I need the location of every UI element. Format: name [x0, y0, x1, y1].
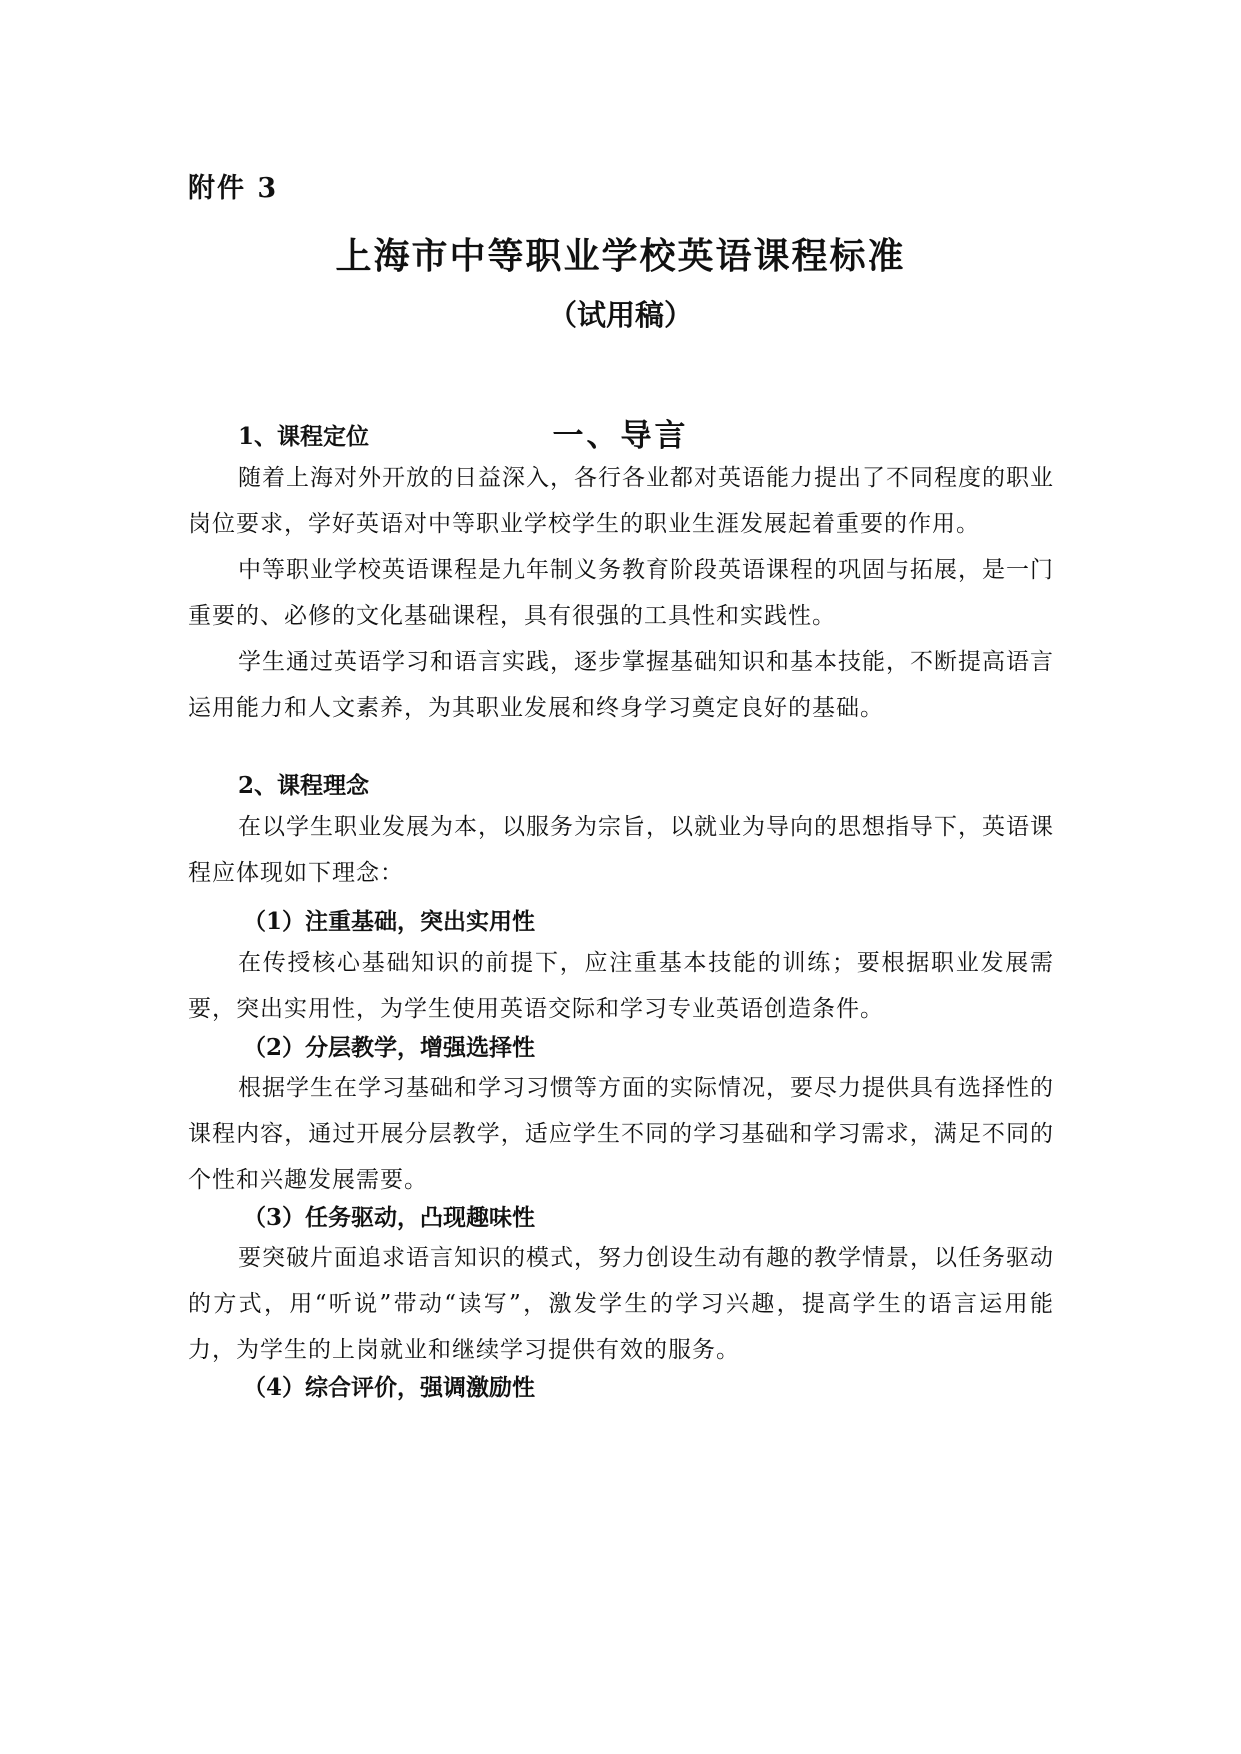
- document-title: 上海市中等职业学校英语课程标准: [335, 235, 906, 277]
- heading-course-positioning: 1、课程定位: [238, 423, 370, 450]
- paragraph-positioning-3: 学生通过英语学习和语言实践，逐步掌握基础知识和基本技能，不断提高语言运用能力和人文素养，为其职业发展和终身学习奠定良好的基础。: [188, 649, 1054, 721]
- heading-item-3: （3）任务驱动，凸现趣味性: [243, 1204, 536, 1231]
- paragraph-philosophy-intro: 在以学生职业发展为本，以服务为宗旨，以就业为导向的思想指导下，英语课程应体现如下理念：: [188, 814, 1054, 886]
- document-subtitle: （试用稿）: [547, 298, 693, 332]
- paragraph-positioning-2: 中等职业学校英语课程是九年制义务教育阶段英语课程的巩固与拓展，是一门重要的、必修的文化基础课程，具有很强的工具性和实践性。: [188, 557, 1054, 629]
- paragraph-item-1: 在传授核心基础知识的前提下，应注重基本技能的训练；要根据职业发展需要，突出实用性，为学生使用英语交际和学习专业英语创造条件。: [188, 950, 1054, 1022]
- attachment-label: 附件 3: [188, 173, 279, 204]
- section-title-introduction: 一、导言: [552, 418, 689, 454]
- heading-item-4: （4）综合评价，强调激励性: [243, 1374, 536, 1401]
- paragraph-item-2: 根据学生在学习基础和学习习惯等方面的实际情况，要尽力提供具有选择性的课程内容，通过开展分层教学，适应学生不同的学习基础和学习需求，满足不同的个性和兴趣发展需要。: [188, 1075, 1054, 1193]
- heading-course-philosophy: 2、课程理念: [238, 772, 370, 799]
- paragraph-positioning-1: 随着上海对外开放的日益深入，各行各业都对英语能力提出了不同程度的职业岗位要求，学好英语对中等职业学校学生的职业生涯发展起着重要的作用。: [188, 465, 1054, 537]
- heading-item-2: （2）分层教学，增强选择性: [243, 1034, 536, 1061]
- heading-item-1: （1）注重基础，突出实用性: [243, 908, 536, 935]
- paragraph-item-3: 要突破片面追求语言知识的模式，努力创设生动有趣的教学情景，以任务驱动的方式，用“听说”带动“读写”，激发学生的学习兴趣，提高学生的语言运用能力，为学生的上岗就业和继续学习提供有效的服务。: [188, 1245, 1054, 1363]
